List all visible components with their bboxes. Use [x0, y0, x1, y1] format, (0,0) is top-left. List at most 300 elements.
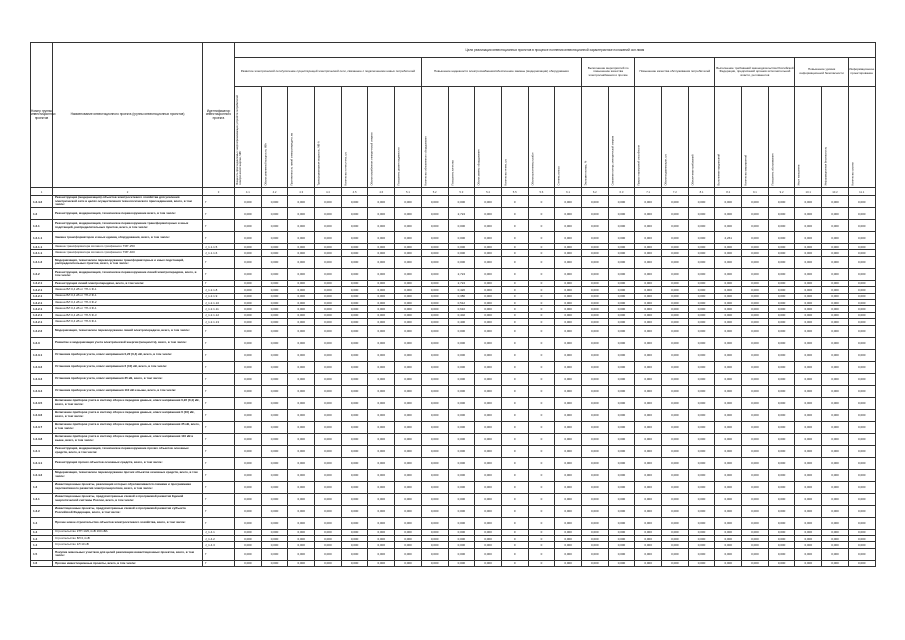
row-value: 0 [528, 244, 555, 250]
row-value: 0,000 [635, 481, 662, 493]
row-value: 0,000 [448, 361, 475, 373]
row-value: 0,000 [341, 457, 368, 469]
row-value: 0,000 [768, 349, 795, 361]
row-value: 0,000 [395, 319, 422, 325]
row-number: 1.2.2.1 [31, 293, 53, 299]
row-value: 0,000 [848, 232, 875, 244]
row-value: 0,000 [261, 397, 288, 409]
row-value: 0,000 [341, 244, 368, 250]
header-indicator [261, 87, 288, 188]
row-value: 0,000 [848, 268, 875, 280]
row-value: 0,000 [395, 457, 422, 469]
row-value: 0,000 [662, 256, 689, 268]
row-value: 2,724 [448, 268, 475, 280]
row-value: 0,000 [848, 280, 875, 286]
row-value: 0 [501, 268, 528, 280]
row-value: 0,000 [475, 433, 502, 445]
row-value: 0,000 [688, 280, 715, 286]
row-value: 0,000 [608, 493, 635, 505]
row-value: 0,000 [635, 433, 662, 445]
row-value: 0,000 [261, 325, 288, 337]
row-value: 0,000 [395, 256, 422, 268]
row-value: 0,000 [395, 349, 422, 361]
row-value: 0,000 [768, 280, 795, 286]
row-name: Установка приборов учета, класс напряжения 0,22 (0,4) кВ, всего, в том числе: [53, 349, 203, 361]
row-value: 0,420 [448, 287, 475, 293]
row-value: 0,000 [608, 529, 635, 535]
table-row [31, 517, 876, 529]
table-row [31, 457, 876, 469]
row-value: 0,610 [448, 306, 475, 312]
row-value: 0 [501, 385, 528, 397]
row-number: 1.6 [31, 560, 53, 566]
row-value: 0,000 [288, 548, 315, 560]
row-value: 0,000 [795, 469, 822, 481]
row-value: 0,000 [688, 299, 715, 305]
row-value: 0,000 [688, 232, 715, 244]
row-number: 1.2.3.5 [31, 397, 53, 409]
row-value: 0,000 [688, 220, 715, 232]
row-value: 0,000 [581, 287, 608, 293]
row-value: 0,000 [848, 208, 875, 220]
row-value: 0,000 [662, 481, 689, 493]
row-number: 1.3.2 [31, 505, 53, 517]
row-value: 0,000 [608, 560, 635, 566]
row-value: 0,000 [421, 397, 448, 409]
row-value: 0,000 [768, 505, 795, 517]
row-value: 0,000 [822, 529, 849, 535]
row-value: 0,380 [448, 293, 475, 299]
row-value: 0,000 [421, 268, 448, 280]
row-value: 0,000 [608, 505, 635, 517]
row-value: 0 [501, 196, 528, 208]
row-value: 0,000 [635, 299, 662, 305]
row-value: 0,000 [581, 517, 608, 529]
row-value: 0,000 [768, 529, 795, 535]
row-value: 0,000 [555, 445, 582, 457]
header-indicator [715, 87, 742, 188]
row-value: 0,000 [261, 268, 288, 280]
row-value: 0,000 [421, 319, 448, 325]
row-value: 0,000 [395, 325, 422, 337]
row-value: 0,000 [795, 293, 822, 299]
table-row [31, 548, 876, 560]
row-value: 0,000 [315, 535, 342, 541]
row-value: 0,000 [822, 421, 849, 433]
row-value: 0,000 [795, 256, 822, 268]
row-value: 0,000 [848, 548, 875, 560]
header-indicator [555, 87, 582, 188]
row-value: 0,000 [848, 293, 875, 299]
row-name: Развитие и модернизация учета электрической энергии (мощности), всего, в том числе: [53, 337, 203, 349]
row-value: 0,000 [635, 268, 662, 280]
column-index: 3 [203, 188, 235, 196]
row-value: 0,000 [448, 481, 475, 493]
row-value: 0,000 [635, 256, 662, 268]
row-value: 0,000 [688, 373, 715, 385]
row-value: 0,000 [768, 337, 795, 349]
row-value: 0,000 [421, 409, 448, 421]
row-value: 0,000 [448, 535, 475, 541]
row-value: 0 [501, 529, 528, 535]
row-value: 0,000 [261, 287, 288, 293]
column-index: 4.5 [341, 188, 368, 196]
row-value: 0,000 [395, 337, 422, 349]
row-value: 0,000 [555, 560, 582, 566]
row-value: 0,000 [742, 208, 769, 220]
row-value: 0,000 [448, 457, 475, 469]
row-value: 0,000 [635, 560, 662, 566]
row-value: 0,000 [315, 232, 342, 244]
row-value: 0,000 [421, 208, 448, 220]
row-value: 0,000 [822, 445, 849, 457]
row-value: 0,000 [715, 319, 742, 325]
row-value: 0,000 [448, 373, 475, 385]
row-value: 0 [501, 481, 528, 493]
row-value: 0,000 [742, 244, 769, 250]
row-value: 0,000 [395, 529, 422, 535]
row-value: 0,000 [395, 433, 422, 445]
row-value: 0,000 [768, 319, 795, 325]
row-value: 0,000 [288, 373, 315, 385]
row-value: 0,000 [715, 505, 742, 517]
row-value: 0,000 [448, 325, 475, 337]
row-value: 0,000 [235, 280, 262, 286]
row-value: 0,000 [795, 409, 822, 421]
row-value: 0,000 [368, 505, 395, 517]
row-value: 0,000 [662, 280, 689, 286]
row-value: 0,000 [822, 542, 849, 548]
header-indicator [635, 87, 662, 188]
row-value: 0,000 [822, 385, 849, 397]
row-value: 0,000 [715, 299, 742, 305]
row-value: 0,000 [581, 409, 608, 421]
row-value: 0,000 [288, 535, 315, 541]
row-value: 0 [528, 517, 555, 529]
row-value: 0,000 [795, 505, 822, 517]
row-value: 0,000 [395, 445, 422, 457]
header-indicator-label: Мощность присоединяемых энергопринимающих устройств потребителей электрической энергии, МВт [236, 95, 242, 185]
row-value: 0,000 [768, 196, 795, 208]
row-value: 0,000 [315, 397, 342, 409]
header-indicator-label: Снижение потерь электрической энергии [611, 135, 615, 185]
row-value: 0,000 [368, 287, 395, 293]
row-value: 0,000 [742, 457, 769, 469]
column-index: 5.5 [501, 188, 528, 196]
row-value: 0,000 [688, 325, 715, 337]
row-value: 0,000 [368, 349, 395, 361]
row-value: 0,000 [261, 457, 288, 469]
row-value: 0,000 [635, 361, 662, 373]
row-value: 0,000 [421, 220, 448, 232]
row-value: 0,000 [635, 385, 662, 397]
row-value: 0 [528, 280, 555, 286]
header-indicator [395, 87, 422, 188]
row-value: 0 [501, 319, 528, 325]
row-value: 0,000 [288, 385, 315, 397]
row-value: 0 [501, 421, 528, 433]
row-value: 0,000 [742, 220, 769, 232]
row-name: Строительство КТП 10/0,4 кВ 160 кВА [53, 529, 203, 535]
row-value: 0,000 [795, 280, 822, 286]
row-value: 0,000 [635, 280, 662, 286]
row-value: 0,000 [235, 306, 262, 312]
row-value: 0,000 [662, 293, 689, 299]
row-value: 0,000 [768, 517, 795, 529]
row-value: 0,000 [608, 208, 635, 220]
row-value: 0 [528, 250, 555, 256]
row-value: 0,000 [448, 409, 475, 421]
row-value: 0,000 [341, 293, 368, 299]
row-value: 0 [528, 542, 555, 548]
table-row [31, 337, 876, 349]
header-indicator [742, 87, 769, 188]
row-name: Замена ВЛ 0,4 кВ от ТП-3 Ф-2 [53, 299, 203, 305]
row-identifier: Г [203, 457, 235, 469]
row-value: 0,000 [448, 250, 475, 256]
row-value: 2,724 [448, 280, 475, 286]
row-value: 0,000 [608, 457, 635, 469]
row-value: 0,000 [768, 385, 795, 397]
row-identifier: J_1.2.1.10 [203, 299, 235, 305]
row-value: 0,000 [688, 208, 715, 220]
row-value: 0,000 [795, 397, 822, 409]
row-value: 0,000 [341, 319, 368, 325]
row-value: 0,000 [235, 287, 262, 293]
row-value: 0,000 [768, 457, 795, 469]
row-value: 0 [501, 232, 528, 244]
row-value: 0 [528, 373, 555, 385]
table-row [31, 469, 876, 481]
header-indicator-label: Выполнение предписаний [717, 153, 721, 185]
row-value: 0,000 [581, 505, 608, 517]
row-value: 0,000 [662, 250, 689, 256]
row-value: 0,000 [475, 268, 502, 280]
row-name: Замена трансформаторов и иных единиц оборудования, всего, в том числе: [53, 232, 203, 244]
row-value: 0,000 [261, 385, 288, 397]
row-value: 0,000 [768, 433, 795, 445]
row-value: 0,000 [662, 535, 689, 541]
row-value: 0,000 [475, 244, 502, 250]
row-value: 0 [501, 409, 528, 421]
row-value: 0,000 [368, 397, 395, 409]
row-value: 0,000 [742, 306, 769, 312]
row-value: 0 [528, 312, 555, 318]
column-index: 1 [31, 188, 53, 196]
row-value: 0,000 [608, 481, 635, 493]
row-value: 0 [501, 535, 528, 541]
row-value: 0,000 [235, 361, 262, 373]
row-value: 0,000 [688, 319, 715, 325]
header-indicator [688, 87, 715, 188]
header-indicator [662, 87, 689, 188]
row-value: 0,000 [768, 287, 795, 293]
row-value: 0,000 [742, 250, 769, 256]
row-value: 0,000 [715, 196, 742, 208]
row-value: 0,000 [795, 385, 822, 397]
row-value: 0,000 [715, 457, 742, 469]
row-value: 0,000 [341, 337, 368, 349]
header-indicator-label: Степень износа [557, 165, 561, 185]
row-value: 0,000 [848, 493, 875, 505]
row-value: 0,000 [688, 469, 715, 481]
row-value: 0 [528, 306, 555, 312]
row-value: 0 [528, 232, 555, 244]
row-value: 0,000 [715, 361, 742, 373]
row-value: 0,000 [235, 250, 262, 256]
row-value: 0,000 [608, 196, 635, 208]
row-value: 0,000 [581, 312, 608, 318]
row-value: 0,000 [315, 256, 342, 268]
row-value: 0,000 [368, 385, 395, 397]
row-value: 0,000 [848, 220, 875, 232]
row-value: 0,000 [848, 409, 875, 421]
row-value: 0,000 [288, 560, 315, 566]
row-value: 0,000 [475, 560, 502, 566]
row-identifier: J_1.1.1.6 [203, 250, 235, 256]
row-name: Замена трансформатора силового трёхфазного ТМГ-250 [53, 244, 203, 250]
row-value: 0,000 [288, 196, 315, 208]
row-value: 0,000 [448, 421, 475, 433]
row-value: 0,000 [315, 409, 342, 421]
row-value: 0,000 [315, 517, 342, 529]
row-value: 0,000 [581, 293, 608, 299]
table-row [31, 325, 876, 337]
row-value: 0 [501, 325, 528, 337]
row-value: 0,000 [421, 493, 448, 505]
row-value: 0,000 [581, 196, 608, 208]
row-value: 0,000 [688, 250, 715, 256]
row-value: 0,000 [288, 433, 315, 445]
row-value: 0,000 [235, 548, 262, 560]
row-value: 0,000 [795, 481, 822, 493]
row-number: 1.2 [31, 208, 53, 220]
header-indicator-label: Объем заявленной мощности, МВт [264, 142, 268, 185]
header-indicator-label: Показатель уровня надежности [397, 146, 401, 185]
row-value: 0,000 [742, 293, 769, 299]
row-value: 0,000 [555, 220, 582, 232]
row-value: 0,000 [395, 505, 422, 517]
row-value: 0,000 [635, 232, 662, 244]
row-value: 0,000 [421, 299, 448, 305]
row-value: 0,000 [341, 397, 368, 409]
row-identifier: Г [203, 548, 235, 560]
row-number: 1.2.2 [31, 268, 53, 280]
row-value: 0,000 [448, 232, 475, 244]
row-value: 0,000 [608, 280, 635, 286]
row-value: 0,000 [235, 268, 262, 280]
row-value: 0,000 [555, 268, 582, 280]
table-row [31, 373, 876, 385]
row-identifier: Г [203, 220, 235, 232]
row-value: 0,000 [795, 232, 822, 244]
row-value: 0,000 [341, 373, 368, 385]
row-identifier: J_1.2.1.13 [203, 319, 235, 325]
row-value: 0,000 [421, 421, 448, 433]
row-value: 0,000 [475, 505, 502, 517]
row-value: 0,000 [341, 481, 368, 493]
row-number: 1.2.3.3 [31, 373, 53, 385]
row-value: 0,000 [421, 232, 448, 244]
row-value: 0,000 [848, 469, 875, 481]
row-value: 0,000 [235, 373, 262, 385]
row-value: 0,000 [742, 445, 769, 457]
row-identifier: Г [203, 337, 235, 349]
row-value: 0,000 [288, 397, 315, 409]
row-value: 0,000 [822, 256, 849, 268]
row-value: 0,000 [235, 385, 262, 397]
row-value: 0,000 [341, 250, 368, 256]
row-value: 0,000 [795, 299, 822, 305]
row-value: 0,000 [315, 287, 342, 293]
row-value: 0,000 [261, 196, 288, 208]
row-value: 0,000 [448, 196, 475, 208]
row-value: 0,000 [395, 312, 422, 318]
column-index: 9.1 [742, 188, 769, 196]
row-value: 0,000 [421, 244, 448, 250]
row-value: 0,000 [795, 250, 822, 256]
row-value: 0,000 [315, 208, 342, 220]
row-value: 0,000 [448, 529, 475, 535]
row-value: 0,000 [315, 299, 342, 305]
column-index: 5.6 [528, 188, 555, 196]
row-value: 0,000 [261, 493, 288, 505]
row-value: 0,000 [395, 481, 422, 493]
row-name: Инвестиционные проекты, предусмотренные схемой и программой развития субъекта Российской Федерации, всего, в том числе: [53, 505, 203, 517]
row-value: 0,000 [768, 256, 795, 268]
row-value: 0,000 [848, 196, 875, 208]
row-number: 1.2.1.1 [31, 244, 53, 250]
header-indicator-label: Показатель качества [451, 159, 454, 185]
row-value: 0,000 [662, 306, 689, 312]
row-value: 0,000 [235, 349, 262, 361]
row-value: 0,000 [555, 535, 582, 541]
row-value: 0,000 [635, 306, 662, 312]
row-value: 0,000 [688, 244, 715, 250]
header-subgroup: Информационное проектирование [848, 58, 875, 87]
row-value: 0,000 [395, 361, 422, 373]
row-name: Покупка земельных участков для целей реализации инвестиционных проектов, всего, в том числе: [53, 548, 203, 560]
row-value: 0,000 [368, 232, 395, 244]
row-value: 0 [501, 220, 528, 232]
header-indicator [501, 87, 528, 188]
row-value: 0,000 [768, 306, 795, 312]
row-number: 1.4 [31, 535, 53, 541]
row-value: 0,000 [421, 505, 448, 517]
row-value: 0 [501, 517, 528, 529]
row-value: 0,000 [368, 319, 395, 325]
table-row [31, 421, 876, 433]
row-value: 0,000 [662, 319, 689, 325]
row-value: 0 [501, 244, 528, 250]
row-value: 0,000 [635, 208, 662, 220]
row-value: 0,000 [315, 445, 342, 457]
row-value: 0,000 [421, 361, 448, 373]
row-value: 0,000 [421, 250, 448, 256]
table-row [31, 505, 876, 517]
row-identifier: Г [203, 397, 235, 409]
header-indicator-label: Прирост пропускной способности [637, 144, 641, 185]
header-indicator-label: Трансформаторная мощность, МВ·А [317, 140, 321, 185]
row-value: 0,000 [555, 287, 582, 293]
row-name: Реконструкция, модернизация, техническое перевооружение прочих объектов основных средств, всего, в том числе: [53, 445, 203, 457]
row-value: 0,000 [475, 349, 502, 361]
row-value: 0,000 [475, 208, 502, 220]
table-row [31, 196, 876, 208]
header-indicator-label: Информационная безопасность [824, 146, 828, 185]
row-value: 0,000 [261, 349, 288, 361]
row-value: 0 [528, 299, 555, 305]
